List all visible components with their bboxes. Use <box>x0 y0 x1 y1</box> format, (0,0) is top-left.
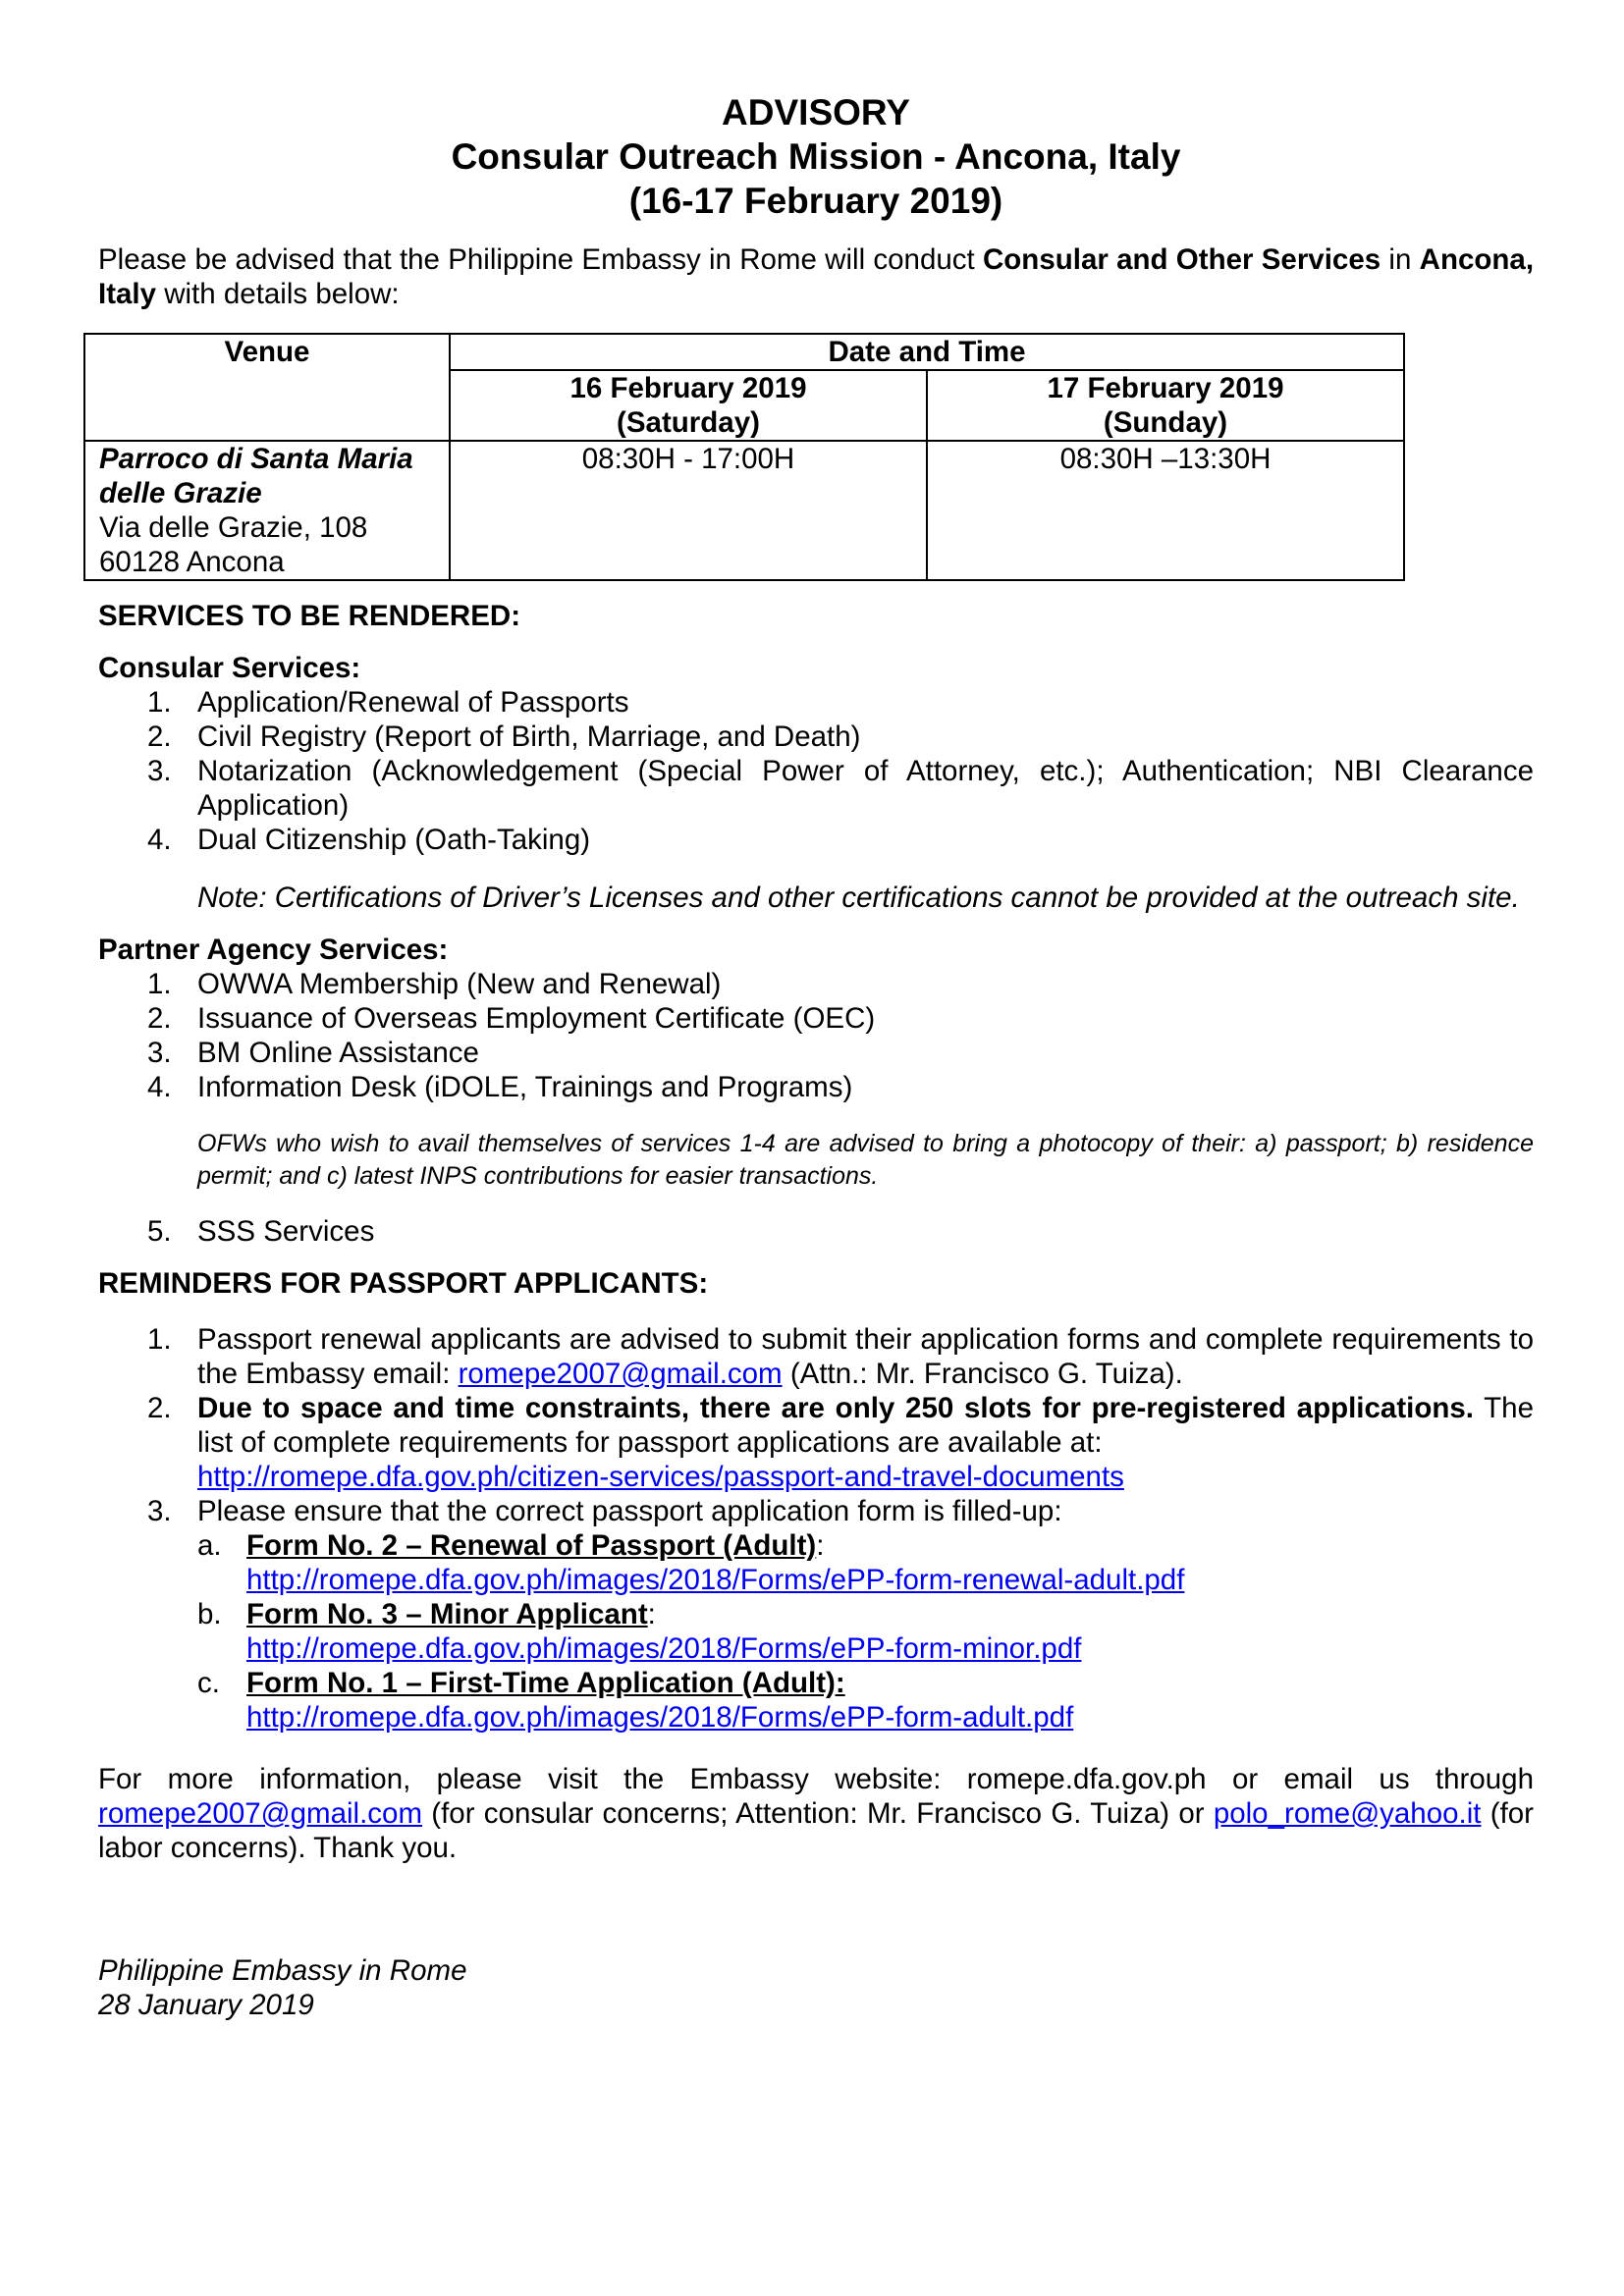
list-text: OWWA Membership (New and Renewal) <box>197 968 722 1000</box>
list-text: Notarization (Acknowledgement (Special Power of Attorney, etc.); Authentication; NBI Clearance Application) <box>197 755 1534 822</box>
list-number: 1. <box>147 968 172 1000</box>
form-adult-link[interactable]: http://romepe.dfa.gov.ph/images/2018/Forms/ePP-form-adult.pdf <box>246 1701 1074 1734</box>
document-body <box>98 90 1534 2022</box>
datetime-header: Date and Time <box>450 334 1404 370</box>
list-number: 1. <box>147 1323 172 1356</box>
day1-header <box>450 370 927 441</box>
list-item <box>98 1322 1534 1391</box>
list-text: Please ensure that the correct passport application form is filled-up: <box>197 1495 1062 1527</box>
form-letter: b. <box>197 1598 222 1630</box>
closing-text-1: For more information, please visit the Embassy website: romepe.dfa.gov.ph or email us through <box>98 1763 1534 1795</box>
requirements-link[interactable]: http://romepe.dfa.gov.ph/citizen-services/passport-and-travel-documents <box>197 1461 1124 1493</box>
list-item <box>98 720 1534 754</box>
list-item <box>98 1036 1534 1070</box>
list-text: BM Online Assistance <box>197 1037 479 1069</box>
title-advisory: ADVISORY <box>722 92 910 133</box>
day2-header <box>927 370 1404 441</box>
closing-text-3: (for labor concerns). Thank you. <box>98 1797 1534 1864</box>
closing-text-2: (for consular concerns; Attention: Mr. Francisco G. Tuiza) or <box>422 1797 1214 1830</box>
signature-block <box>98 1953 1534 2022</box>
list-item <box>98 1494 1534 1735</box>
form-suffix: : <box>647 1598 656 1630</box>
day2-weekday: (Sunday) <box>1103 406 1228 439</box>
list-number: 3. <box>147 1495 172 1527</box>
consular-note: Note: Certifications of Driver’s Licenses and other certifications cannot be provided at the outreach site. <box>197 881 1520 914</box>
day2-time: 08:30H –13:30H <box>927 441 1404 580</box>
form-letter: a. <box>197 1529 222 1562</box>
slots-notice: Due to space and time constraints, there are only 250 slots for pre-registered applications. <box>197 1392 1474 1424</box>
forms-list <box>197 1528 1534 1735</box>
closing-paragraph <box>98 1762 1534 1865</box>
venue-header: Venue <box>84 334 450 441</box>
list-item <box>98 823 1534 857</box>
list-item <box>98 1214 1534 1249</box>
form-item <box>197 1597 1534 1666</box>
title-mission: Consular Outreach Mission - Ancona, Italy <box>451 136 1181 177</box>
list-number: 2. <box>147 721 172 753</box>
day2-date: 17 February 2019 <box>1047 372 1284 404</box>
intro-text-2: in <box>1380 243 1420 276</box>
list-text: (Attn.: Mr. Francisco G. Tuiza). <box>782 1358 1183 1390</box>
partner-note: OFWs who wish to avail themselves of services 1-4 are advised to bring a photocopy of their: a) passport; b) residence permit; and c) latest INPS contributions for easier transactions. <box>197 1130 1534 1190</box>
title-dates: (16-17 February 2019) <box>628 181 1003 221</box>
form-suffix: : <box>816 1529 825 1562</box>
consular-services-list <box>98 685 1534 857</box>
list-text: Passport renewal applicants are advised to submit their application forms and complete requirements to the Embassy email: <box>197 1323 1534 1390</box>
list-item <box>98 967 1534 1001</box>
list-text: Civil Registry (Report of Birth, Marriage, and Death) <box>197 721 861 753</box>
partner-services-heading: Partner Agency Services: <box>98 934 449 966</box>
list-number: 3. <box>147 755 172 787</box>
labor-email-link[interactable]: polo_rome@yahoo.it <box>1213 1797 1482 1830</box>
intro-bold-location: Ancona, Italy <box>98 243 1535 310</box>
signature-date: 28 January 2019 <box>98 1989 314 2021</box>
list-item <box>98 754 1534 823</box>
signature-org: Philippine Embassy in Rome <box>98 1954 467 1987</box>
form-item <box>197 1666 1534 1735</box>
consular-email-link[interactable]: romepe2007@gmail.com <box>98 1797 423 1830</box>
venue-name: Parroco di Santa Maria delle Grazie <box>99 443 413 509</box>
list-number: 4. <box>147 824 172 856</box>
list-number: 3. <box>147 1037 172 1069</box>
form-title: Form No. 3 – Minor Applicant <box>246 1598 648 1630</box>
day1-weekday: (Saturday) <box>617 406 760 439</box>
list-item <box>98 1001 1534 1036</box>
list-number: 1. <box>147 686 172 719</box>
title-block <box>98 90 1534 223</box>
list-number: 2. <box>147 1002 172 1035</box>
form-letter: c. <box>197 1667 220 1699</box>
list-item <box>98 1391 1534 1494</box>
list-text: Dual Citizenship (Oath-Taking) <box>197 824 591 856</box>
sss-list <box>98 1214 1534 1249</box>
consular-services-heading: Consular Services: <box>98 652 361 684</box>
form-title: Form No. 2 – Renewal of Passport (Adult) <box>246 1529 817 1562</box>
list-text: Issuance of Overseas Employment Certificate (OEC) <box>197 1002 876 1035</box>
intro-text-1: Please be advised that the Philippine Embassy in Rome will conduct <box>98 243 983 276</box>
form-title: Form No. 1 – First-Time Application (Adult): <box>246 1667 845 1699</box>
embassy-email-link[interactable]: romepe2007@gmail.com <box>458 1358 783 1390</box>
day1-time: 08:30H - 17:00H <box>450 441 927 580</box>
venue-cell <box>84 441 450 580</box>
list-number: 2. <box>147 1392 172 1424</box>
list-text: Application/Renewal of Passports <box>197 686 629 719</box>
schedule-table <box>83 333 1405 581</box>
reminders-heading: REMINDERS FOR PASSPORT APPLICANTS: <box>98 1267 709 1300</box>
list-text: Information Desk (iDOLE, Trainings and Programs) <box>197 1071 853 1103</box>
list-text: The list of complete requirements for passport applications are available at: <box>197 1392 1534 1459</box>
list-number: 5. <box>147 1215 172 1248</box>
partner-services-list <box>98 967 1534 1104</box>
intro-text-3: with details below: <box>156 278 400 310</box>
form-renewal-link[interactable]: http://romepe.dfa.gov.ph/images/2018/Forms/ePP-form-renewal-adult.pdf <box>246 1564 1185 1596</box>
intro-bold-services: Consular and Other Services <box>982 243 1381 276</box>
list-item <box>98 685 1534 720</box>
list-text: SSS Services <box>197 1215 375 1248</box>
intro-paragraph <box>98 242 1534 311</box>
reminders-list <box>98 1322 1534 1735</box>
services-heading: SERVICES TO BE RENDERED: <box>98 600 521 632</box>
list-item <box>98 1070 1534 1104</box>
form-minor-link[interactable]: http://romepe.dfa.gov.ph/images/2018/Forms/ePP-form-minor.pdf <box>246 1632 1082 1665</box>
list-number: 4. <box>147 1071 172 1103</box>
day1-date: 16 February 2019 <box>569 372 807 404</box>
form-item <box>197 1528 1534 1597</box>
venue-city: 60128 Ancona <box>99 546 285 578</box>
venue-street: Via delle Grazie, 108 <box>99 511 368 544</box>
